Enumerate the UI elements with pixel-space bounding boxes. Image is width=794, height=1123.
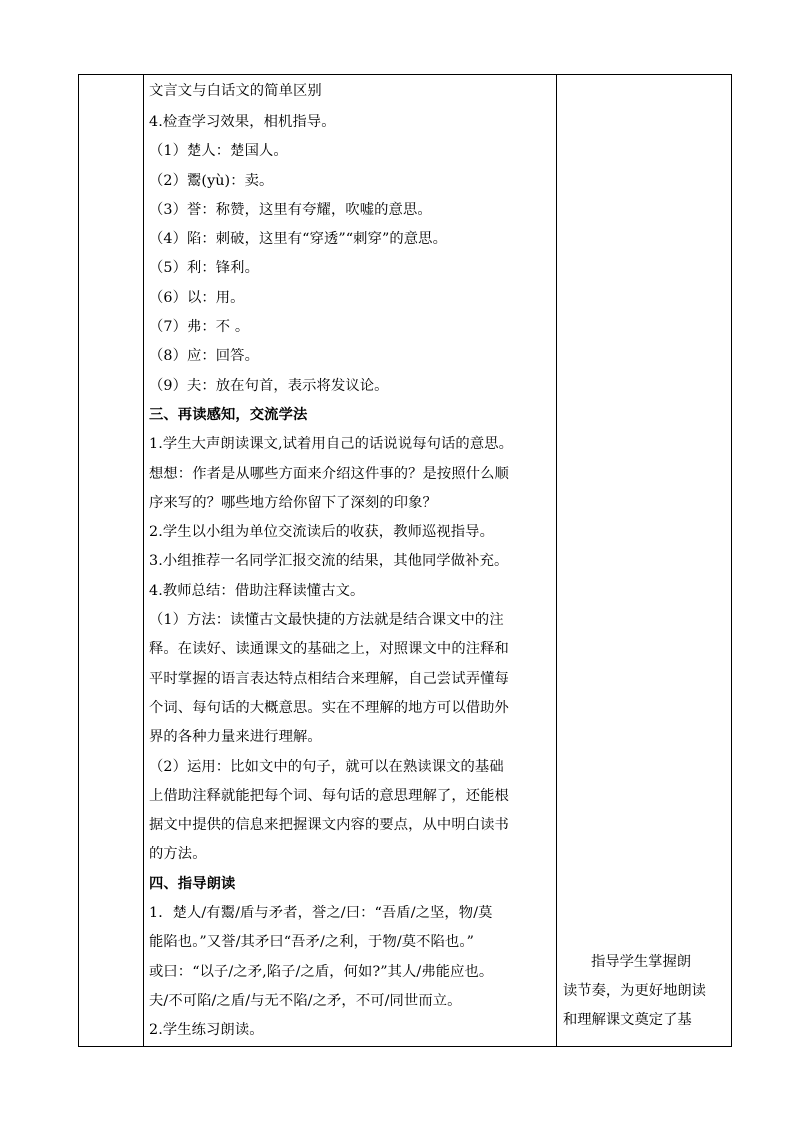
text-line: （1）方法：读懂古文最快捷的方法就是结合课文中的注 [149, 612, 504, 629]
text-line: 释。在读好、读通课文的基础之上，对照课文中的注释和 [149, 641, 509, 658]
text-line: 个词、每句话的大概意思。实在不理解的地方可以借助外 [149, 699, 509, 716]
text-line: 1．楚人/有鬻/盾与矛者，誉之/曰：“吾盾/之坚，物/莫 [149, 905, 493, 922]
section-heading: 四、指导朗读 [149, 875, 236, 892]
text-line: （9）夫：放在句首，表示将发议论。 [149, 377, 389, 394]
text-line: 3.小组推荐一名同学汇报交流的结果，其他同学做补充。 [149, 553, 509, 570]
text-line: （2）运用：比如文中的句子，就可以在熟读课文的基础 [149, 758, 504, 775]
text-line: （8）应：回答。 [149, 348, 259, 365]
text-line: 1.学生大声朗读课文,试着用自己的话说说每句话的意思。 [149, 436, 514, 453]
text-line: （7）弗：不 。 [149, 319, 250, 336]
text-line: 文言文与白话文的简单区别 [149, 83, 322, 99]
text-line: 想想：作者是从哪些方面来介绍这件事的？是按照什么顺 [149, 465, 509, 482]
text-line: 的方法。 [149, 846, 207, 863]
design-intent-cell [557, 75, 732, 1047]
text-line: 序来写的？哪些地方给你留下了深刻的印象？ [149, 494, 437, 511]
text-line: （6）以：用。 [149, 289, 245, 306]
text-line: 能陷也。”又誉/其矛曰“吾矛/之利，于物/莫不陷也。” [149, 934, 475, 951]
text-line: 界的各种力量来进行理解。 [149, 729, 322, 746]
text-line: （3）誉：称赞，这里有夸耀，吹嘘的意思。 [149, 201, 432, 218]
text-line: 据文中提供的信息来把握课文内容的要点，从中明白读书 [149, 817, 509, 834]
text-line: 2.学生以小组为单位交流读后的收获，教师巡视指导。 [149, 524, 494, 541]
text-line: 或曰：“以子/之矛,陷子/之盾，何如?”其人/弗能应也。 [149, 963, 494, 980]
teaching-content-cell [144, 75, 557, 1047]
note-line: 读节奏，为更好地朗读 [563, 982, 706, 999]
table-row [79, 75, 732, 1047]
text-line: 平时掌握的语言表达特点相结合来理解，自己尝试弄懂每 [149, 670, 509, 687]
text-line: 夫/不可陷/之盾/与无不陷/之矛，不可/同世而立。 [149, 992, 462, 1009]
note-line: 指导学生掌握朗 [591, 953, 692, 970]
text-line: 4.教师总结：借助注释读懂古文。 [149, 582, 365, 599]
text-line: （4）陷：刺破，这里有“穿透”“刺穿”的意思。 [149, 231, 447, 248]
left-column-cell [79, 75, 144, 1047]
text-line: 4.检查学习效果，相机指导。 [149, 114, 336, 130]
text-line: （2）鬻(yù)：卖。 [149, 172, 274, 189]
text-line: （5）利：锋利。 [149, 260, 259, 277]
text-line: 2.学生练习朗读。 [149, 1022, 264, 1039]
lesson-plan-table [78, 74, 732, 1047]
section-heading: 三、再读感知，交流学法 [149, 406, 308, 423]
text-line: 上借助注释就能把每个词、每句话的意思理解了，还能根 [149, 787, 509, 804]
note-line: 和理解课文奠定了基 [563, 1012, 692, 1029]
text-line: （1）楚人：楚国人。 [149, 143, 288, 160]
